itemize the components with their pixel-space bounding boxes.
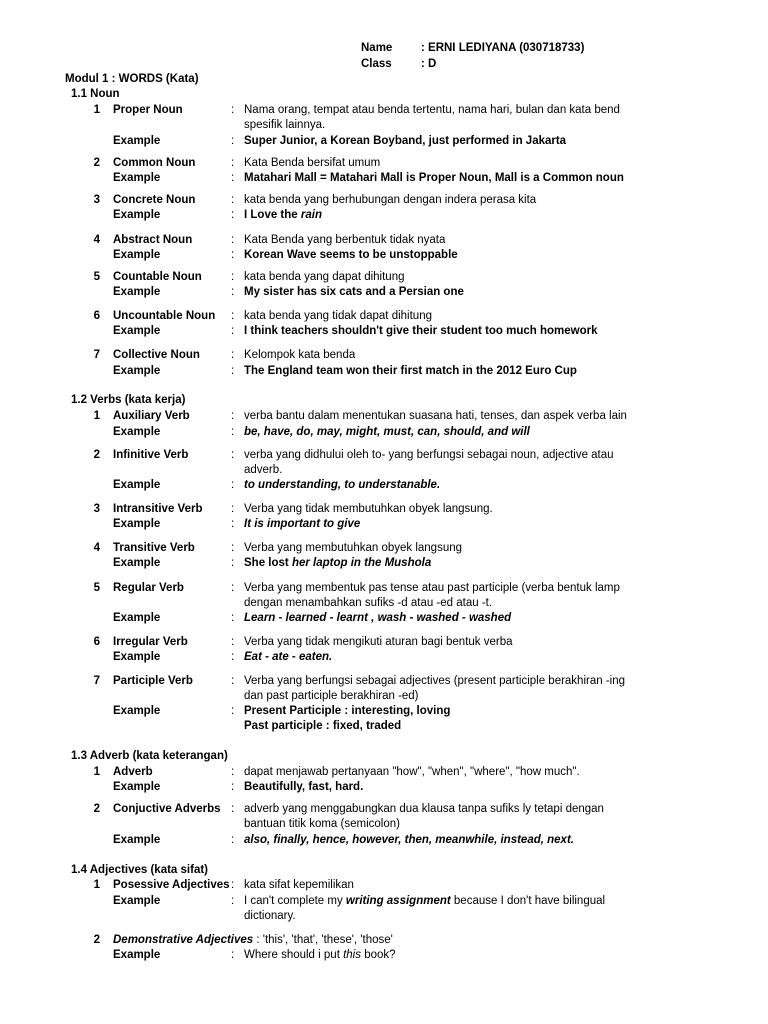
- example-label: Example: [113, 895, 161, 907]
- example-text: [244, 948, 396, 963]
- term-label: Participle Verb: [113, 675, 193, 687]
- item-number: 3: [93, 503, 100, 515]
- colon: :: [231, 209, 235, 221]
- colon: :: [231, 172, 235, 184]
- colon: :: [231, 518, 235, 530]
- section-title-adjectives: 1.4 Adjectives (kata sifat): [71, 864, 208, 876]
- example-label: Example: [113, 172, 161, 184]
- colon: :: [231, 834, 235, 846]
- item-number: 5: [93, 271, 100, 283]
- colon: :: [231, 803, 235, 815]
- colon: :: [231, 949, 235, 961]
- term-label: Adverb: [113, 766, 153, 778]
- item-number: 2: [93, 449, 100, 461]
- example-text: My sister has six cats and a Persian one: [244, 286, 464, 298]
- colon: :: [231, 479, 235, 491]
- term-label: Irregular Verb: [113, 636, 188, 648]
- example-text-part: I can't complete my: [244, 895, 346, 907]
- colon: :: [231, 651, 235, 663]
- colon: :: [231, 271, 235, 283]
- example-text-part: book?: [361, 949, 396, 961]
- example-text: The England team won their first match in the 2012 Euro Cup: [244, 365, 577, 377]
- colon: :: [231, 879, 235, 891]
- example-label: Example: [113, 365, 161, 377]
- example-label: Example: [113, 949, 161, 961]
- example-label: Example: [113, 705, 161, 717]
- term-label: Infinitive Verb: [113, 449, 189, 461]
- definition-text: Verba yang membutuhkan obyek langsung: [244, 542, 463, 554]
- term-label: Intransitive Verb: [113, 503, 203, 515]
- colon: :: [231, 135, 235, 147]
- colon: :: [231, 675, 235, 687]
- term-label: Transitive Verb: [113, 542, 195, 554]
- item-number: 6: [93, 636, 100, 648]
- class-label: Class: [361, 58, 392, 70]
- item-number: 1: [93, 879, 100, 891]
- module-title: Modul 1 : WORDS (Kata): [65, 73, 199, 85]
- item-number: 1: [93, 410, 100, 422]
- example-text: I think teachers shouldn't give their student too much homework: [244, 325, 598, 337]
- example-label: Example: [113, 426, 161, 438]
- definition-text: kata sifat kepemilikan: [244, 879, 354, 891]
- term-label: Regular Verb: [113, 582, 184, 594]
- definition-text: Verba yang berfungsi sebagai adjectives (present participle berakhiran -ing: [244, 675, 626, 687]
- term-label: Concrete Noun: [113, 194, 196, 206]
- definition-text: Nama orang, tempat atau benda tertentu, nama hari, bulan dan kata bend: [244, 104, 620, 116]
- term-label: Common Noun: [113, 157, 196, 169]
- colon: :: [231, 157, 235, 169]
- example-label: Example: [113, 651, 161, 663]
- colon: :: [231, 895, 235, 907]
- colon: :: [231, 349, 235, 361]
- colon: :: [231, 449, 235, 461]
- colon: :: [231, 705, 235, 717]
- definition-text: Kata Benda yang berbentuk tidak nyata: [244, 234, 446, 246]
- definition-text: bantuan titik koma (semicolon): [244, 818, 400, 830]
- example-text: [244, 894, 605, 909]
- definition-text: kata benda yang berhubungan dengan indera perasa kita: [244, 194, 537, 206]
- definition-text: Kata Benda bersifat umum: [244, 157, 381, 169]
- example-emphasis: rain: [300, 209, 322, 221]
- term-label: Abstract Noun: [113, 234, 193, 246]
- example-text: Learn - learned - learnt , wash - washed - washed: [244, 612, 512, 624]
- definition-text: dengan menambahkan sufiks -d atau -ed atau -t.: [244, 597, 493, 609]
- definition-text: Kelompok kata benda: [244, 349, 356, 361]
- colon: :: [231, 766, 235, 778]
- item-number: 6: [93, 310, 100, 322]
- term-label: Collective Noun: [113, 349, 200, 361]
- item-number: 3: [93, 194, 100, 206]
- definition-text: verba yang didhului oleh to- yang berfungsi sebagai noun, adjective atau: [244, 449, 614, 461]
- section-title-verbs: 1.2 Verbs (kata kerja): [71, 394, 186, 406]
- colon: :: [231, 781, 235, 793]
- item-number: 7: [93, 349, 100, 361]
- colon: :: [231, 636, 235, 648]
- example-label: Example: [113, 834, 161, 846]
- item-number: 4: [93, 234, 100, 246]
- definition-text: Verba yang membentuk pas tense atau past participle (verba bentuk lamp: [244, 582, 620, 594]
- example-text-part: She lost: [244, 557, 292, 569]
- example-label: Example: [113, 286, 161, 298]
- definition-text: verba bantu dalam menentukan suasana hati, tenses, dan aspek verba lain: [244, 410, 627, 422]
- definition-text: Verba yang tidak mengikuti aturan bagi bentuk verba: [244, 636, 513, 648]
- definition-text: spesifik lainnya.: [244, 119, 326, 131]
- colon: :: [231, 310, 235, 322]
- colon: :: [231, 582, 235, 594]
- example-text-part: because I don't have bilingual: [450, 895, 606, 907]
- colon: :: [231, 557, 235, 569]
- example-text: Korean Wave seems to be unstoppable: [244, 249, 458, 261]
- item-number: 2: [93, 934, 100, 946]
- definition-text: adverb.: [244, 464, 283, 476]
- colon: :: [231, 104, 235, 116]
- example-text: [244, 556, 431, 571]
- term-label: Conjuctive Adverbs: [113, 803, 221, 815]
- colon: :: [231, 234, 235, 246]
- example-text: be, have, do, may, might, must, can, should, and will: [244, 426, 530, 438]
- definition-text: Verba yang tidak membutuhkan obyek langsung.: [244, 503, 493, 515]
- example-text-part: I Love the: [244, 209, 301, 221]
- example-label: Example: [113, 135, 161, 147]
- item-number: 2: [93, 157, 100, 169]
- colon: :: [231, 286, 235, 298]
- section-title-adverb: 1.3 Adverb (kata keterangan): [71, 750, 228, 762]
- class-value: : D: [421, 58, 437, 70]
- item-number: 1: [93, 104, 100, 116]
- example-text: to understanding, to understanable.: [244, 479, 441, 491]
- colon: :: [231, 365, 235, 377]
- term-label: [113, 933, 393, 948]
- term-label-text: Demonstrative Adjectives: [113, 934, 254, 946]
- example-text: Beautifully, fast, hard.: [244, 781, 364, 793]
- example-label: Example: [113, 518, 161, 530]
- item-number: 2: [93, 803, 100, 815]
- definition-text: dapat menjawab pertanyaan "how", "when", "where", "how much".: [244, 766, 580, 778]
- example-text-part: Where should i put: [244, 949, 344, 961]
- item-number: 5: [93, 582, 100, 594]
- term-label: Countable Noun: [113, 271, 202, 283]
- term-label: Uncountable Noun: [113, 310, 216, 322]
- colon: :: [231, 325, 235, 337]
- term-label: Proper Noun: [113, 104, 183, 116]
- example-text: Present Participle : interesting, loving: [244, 705, 451, 717]
- example-label: Example: [113, 325, 161, 337]
- term-definition-inline: : 'this', 'that', 'these', 'those': [253, 934, 393, 946]
- term-label: Posessive Adjectives: [113, 879, 230, 891]
- section-title-noun: 1.1 Noun: [71, 88, 120, 100]
- example-emphasis: her laptop in the Mushola: [291, 557, 432, 569]
- example-label: Example: [113, 781, 161, 793]
- example-label: Example: [113, 209, 161, 221]
- item-number: 1: [93, 766, 100, 778]
- colon: :: [231, 542, 235, 554]
- example-text: Matahari Mall = Matahari Mall is Proper Noun, Mall is a Common noun: [244, 172, 624, 184]
- example-text: [244, 208, 322, 223]
- example-emphasis: writing assignment: [345, 895, 451, 907]
- example-label: Example: [113, 557, 161, 569]
- definition-text: kata benda yang dapat dihitung: [244, 271, 405, 283]
- example-text: It is important to give: [244, 518, 361, 530]
- colon: :: [231, 503, 235, 515]
- term-label: Auxiliary Verb: [113, 410, 190, 422]
- example-label: Example: [113, 249, 161, 261]
- definition-text: kata benda yang tidak dapat dihitung: [244, 310, 432, 322]
- example-text: Super Junior, a Korean Boyband, just performed in Jakarta: [244, 135, 567, 147]
- example-text: also, finally, hence, however, then, meanwhile, instead, next.: [244, 834, 574, 846]
- item-number: 7: [93, 675, 100, 687]
- example-emphasis: this: [343, 949, 361, 961]
- example-text: Eat - ate - eaten.: [244, 651, 333, 663]
- definition-text: dan past participle berakhiran -ed): [244, 690, 419, 702]
- name-label: Name: [361, 42, 393, 54]
- name-value: : ERNI LEDIYANA (030718733): [421, 42, 585, 54]
- item-number: 4: [93, 542, 100, 554]
- definition-text: adverb yang menggabungkan dua klausa tanpa sufiks ly tetapi dengan: [244, 803, 604, 815]
- colon: :: [231, 612, 235, 624]
- colon: :: [231, 426, 235, 438]
- colon: :: [231, 194, 235, 206]
- colon: :: [231, 410, 235, 422]
- example-label: Example: [113, 612, 161, 624]
- example-text: dictionary.: [244, 910, 296, 922]
- example-text: Past participle : fixed, traded: [244, 720, 402, 732]
- colon: :: [231, 249, 235, 261]
- example-label: Example: [113, 479, 161, 491]
